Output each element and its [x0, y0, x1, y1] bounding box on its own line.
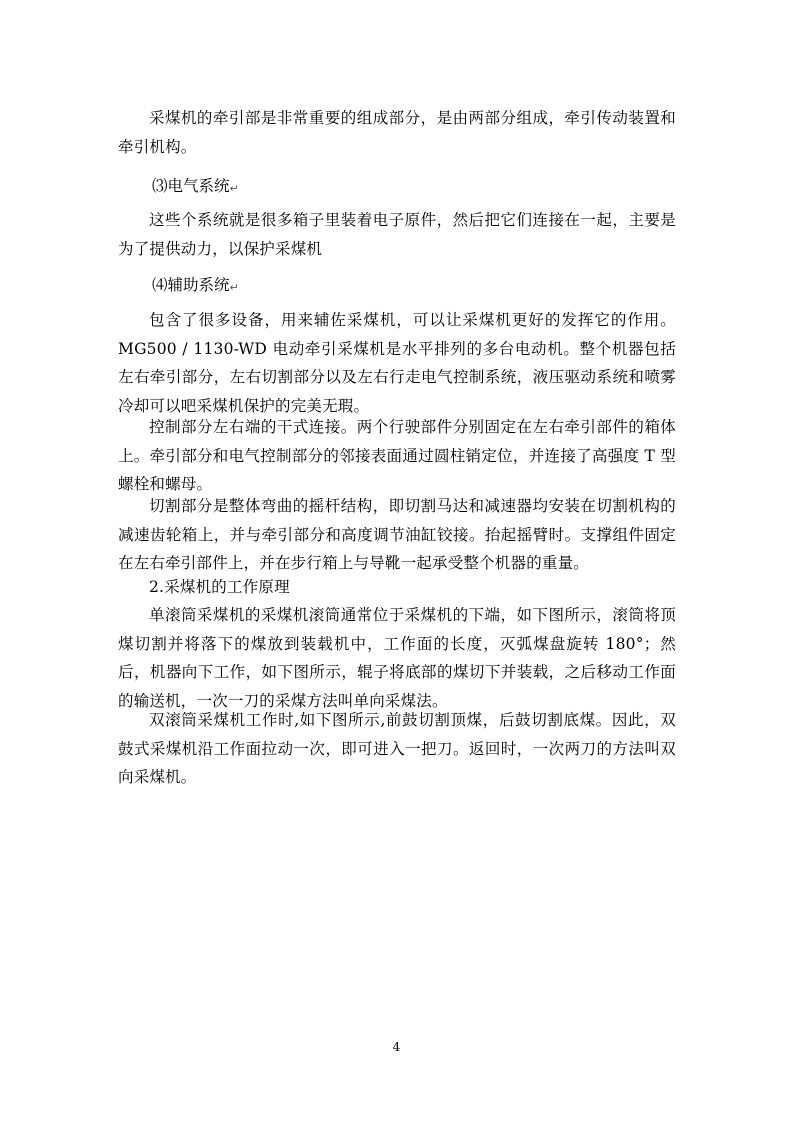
- paragraph-shearer-traction: 采煤机的牵引部是非常重要的组成部分，是由两部分组成，牵引传动装置和牵引机构。: [118, 109, 676, 156]
- paragraph-single-drum: 单滚筒采煤机的采煤机滚筒通常位于采煤机的下端，如下图所示，滚筒将顶煤切割并将落下的煤放到装载机中，工作面的长度，灭弧煤盘旋转 180°；然后，机器向下工作，如下图所示，辊子将底部的煤切下并装载，之后移动工作面的输送机，一次一刀的采煤方法叫单向采煤法。: [118, 606, 676, 710]
- heading-electrical-system-text: ⑶电气系统: [152, 177, 230, 195]
- heading-electrical-system: [152, 172, 239, 204]
- paragraph-electrical-system: 这些个系统就是很多箱子里装着电子原件，然后把它们连接在一起，主要是为了提供动力，以保护采煤机: [118, 211, 676, 258]
- return-mark-icon: ↵: [229, 281, 239, 294]
- page-number: 4: [392, 1040, 401, 1054]
- heading-working-principle: 2.采煤机的工作原理: [149, 578, 290, 596]
- paragraph-cutting-section: 切割部分是整体弯曲的摇杆结构，即切割马达和减速器均安装在切割机构的减速齿轮箱上，并与牵引部分和高度调节油缸铰接。抬起摇臂时。支撑组件固定在左右牵引部件上，并在步行箱上与导靴一起承受整个机器的重量。: [118, 497, 676, 572]
- heading-auxiliary-system: [152, 271, 239, 303]
- paragraph-control-section: 控制部分左右端的干式连接。两个行驶部件分别固定在左右牵引部件的箱体上。牵引部分和电气控制部分的邻接表面通过圆柱销定位，并连接了高强度 T 型螺栓和螺母。: [118, 418, 676, 493]
- paragraph-auxiliary-system: 包含了很多设备，用来辅佐采煤机，可以让采煤机更好的发挥它的作用。MG500 / 1130-WD 电动牵引采煤机是水平排列的多台电动机。整个机器包括左右牵引部分，左右切割部分以及左右行走电气控制系统，液压驱动系统和喷雾冷却可以吧采煤机保护的完美无瑕。: [118, 311, 676, 415]
- heading-auxiliary-system-text: ⑷辅助系统: [152, 276, 230, 294]
- return-mark-icon: ↵: [229, 182, 239, 195]
- paragraph-double-drum: 双滚筒采煤机工作时,如下图所示,前鼓切割顶煤，后鼓切割底煤。因此，双鼓式采煤机沿工作面拉动一次，即可进入一把刀。返回时，一次两刀的方法叫双向采煤机。: [118, 711, 676, 786]
